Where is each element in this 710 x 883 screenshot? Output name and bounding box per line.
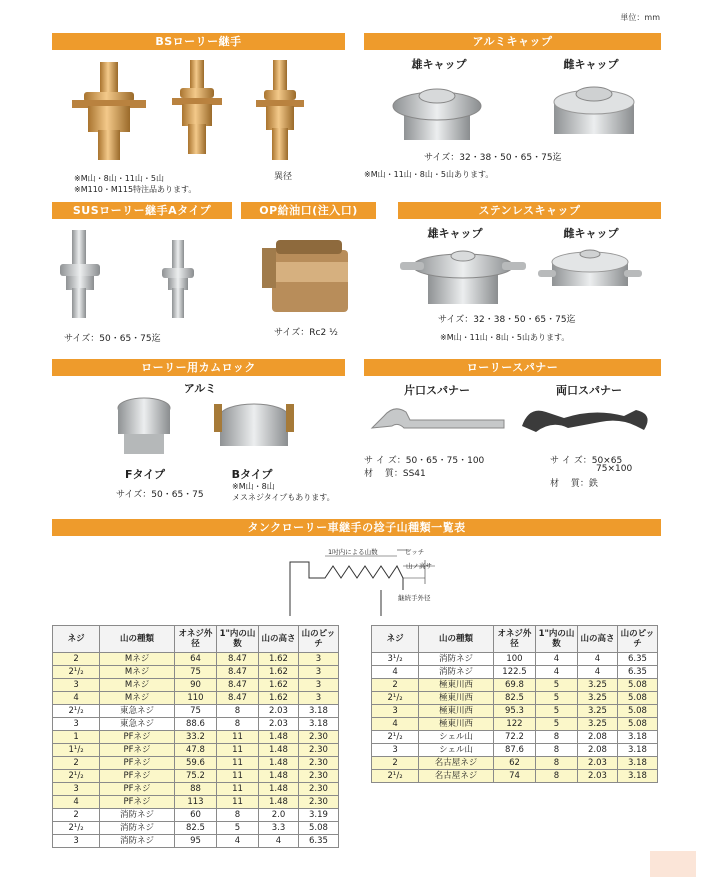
table-cell-count: 8.47 <box>216 692 258 705</box>
table-cell-pitch: 3 <box>298 692 338 705</box>
alumi-cap-note: ※M山・11山・8山・5山あります。 <box>364 170 494 179</box>
double-spanner-image <box>522 410 648 432</box>
table-cell-neji: 4 <box>372 718 419 731</box>
table-cell-od: 95 <box>174 835 216 848</box>
table-cell-count: 5 <box>535 692 577 705</box>
table-cell-neji: 2¹/₂ <box>53 822 100 835</box>
bs-joint-reducer-image <box>256 60 304 160</box>
section-title-op: OP給油口(注入口) <box>241 202 376 219</box>
table-cell-pitch: 5.08 <box>617 692 657 705</box>
table-cell-od: 95.3 <box>493 705 535 718</box>
table-cell-count: 11 <box>216 731 258 744</box>
section-title-alumi-cap: アルミキャップ <box>364 33 661 50</box>
table-row <box>372 666 658 679</box>
section-title-camlock: ローリー用カムロック <box>52 359 345 376</box>
table-cell-count: 8.47 <box>216 666 258 679</box>
bs-joint-images <box>60 56 340 166</box>
table-cell-od: 82.5 <box>174 822 216 835</box>
table-cell-neji: 2 <box>53 809 100 822</box>
table-cell-pitch: 2.30 <box>298 731 338 744</box>
table-cell-neji: 2¹/₂ <box>372 731 419 744</box>
table-cell-type: 極東川西 <box>419 718 494 731</box>
table-cell-type: 名古屋ネジ <box>419 757 494 770</box>
table-cell-type: 極東川西 <box>419 692 494 705</box>
double-spanner-material-label: 材 質： <box>550 479 589 489</box>
table-cell-neji: 2 <box>53 653 100 666</box>
alumi-male-cap-label: 雄キャップ <box>411 58 467 71</box>
table-cell-pitch: 2.30 <box>298 757 338 770</box>
table-cell-count: 8 <box>216 718 258 731</box>
table-row <box>372 705 658 718</box>
table-cell-type: 東急ネジ <box>100 705 175 718</box>
table-cell-type: 極東川西 <box>419 679 494 692</box>
table-cell-neji: 2 <box>53 757 100 770</box>
table-row <box>372 679 658 692</box>
table-row <box>53 822 339 835</box>
table-cell-count: 11 <box>216 783 258 796</box>
table-cell-type: 極東川西 <box>419 705 494 718</box>
table-cell-pitch: 3 <box>298 679 338 692</box>
table-cell-count: 8 <box>535 757 577 770</box>
thread-table-right <box>371 625 658 783</box>
alumi-female-cap-label: 雌キャップ <box>563 58 619 71</box>
table-cell-count: 8 <box>535 731 577 744</box>
table-cell-type: PFネジ <box>100 731 175 744</box>
table-cell-height: 1.62 <box>259 679 299 692</box>
table-cell-neji: 2¹/₂ <box>372 692 419 705</box>
table-cell-od: 82.5 <box>493 692 535 705</box>
stainless-male-cap-label: 雄キャップ <box>427 227 483 240</box>
table-cell-count: 4 <box>535 666 577 679</box>
table-cell-count: 11 <box>216 796 258 809</box>
section-title-spanner: ローリースパナー <box>364 359 661 376</box>
bs-ikei-label: 異径 <box>274 172 293 182</box>
table-row <box>53 796 339 809</box>
table-cell-height: 1.62 <box>259 666 299 679</box>
table-cell-height: 2.08 <box>578 744 618 757</box>
table-row <box>53 679 339 692</box>
double-spanner-material: 鉄 <box>588 479 598 489</box>
table-cell-type: シェル山 <box>419 731 494 744</box>
stainless-cap-size: サイズ：32・38・50・65・75迄 <box>438 315 576 325</box>
table-row <box>372 744 658 757</box>
table-cell-count: 8 <box>535 770 577 783</box>
table-cell-od: 122.5 <box>493 666 535 679</box>
table-row <box>53 744 339 757</box>
table-cell-type: 消防ネジ <box>100 809 175 822</box>
table-cell-height: 2.03 <box>578 757 618 770</box>
table-cell-type: Mネジ <box>100 692 175 705</box>
table-cell-count: 11 <box>216 744 258 757</box>
table-cell-pitch: 5.08 <box>298 822 338 835</box>
bs-note-2: ※M110・M115特注品あります。 <box>74 185 197 194</box>
camlock-size: サイズ：50・65・75 <box>116 490 204 500</box>
col-header-height: 山の高さ <box>259 626 299 653</box>
table-cell-type: Mネジ <box>100 653 175 666</box>
camlock-b-type-label: Bタイプ <box>231 468 273 481</box>
table-cell-pitch: 3.19 <box>298 809 338 822</box>
table-cell-count: 11 <box>216 770 258 783</box>
table-cell-height: 3.25 <box>578 705 618 718</box>
table-cell-od: 75 <box>174 705 216 718</box>
table-cell-count: 8.47 <box>216 679 258 692</box>
table-cell-pitch: 2.30 <box>298 744 338 757</box>
table-cell-count: 8 <box>535 744 577 757</box>
diagram-label-pitch: ピッチ <box>405 548 425 556</box>
table-cell-pitch: 6.35 <box>298 835 338 848</box>
table-cell-pitch: 3.18 <box>617 770 657 783</box>
sus-joint-large-image <box>60 230 100 318</box>
table-cell-neji: 2 <box>372 679 419 692</box>
diagram-label-outer: 継続手外径 <box>398 594 431 602</box>
table-row <box>53 666 339 679</box>
table-cell-neji: 4 <box>53 796 100 809</box>
table-cell-od: 47.8 <box>174 744 216 757</box>
double-spanner-size-2: 75×100 <box>596 464 633 474</box>
single-spanner-label: 片口スパナー <box>404 384 470 397</box>
table-cell-count: 8 <box>216 809 258 822</box>
alumi-cap-size: サイズ：32・38・50・65・75迄 <box>424 153 562 163</box>
table-cell-count: 4 <box>535 653 577 666</box>
table-row <box>372 718 658 731</box>
table-cell-od: 72.2 <box>493 731 535 744</box>
single-spanner-size: 50・65・75・100 <box>405 456 485 466</box>
table-cell-height: 2.03 <box>259 705 299 718</box>
stainless-female-cap-image <box>538 250 642 286</box>
table-cell-neji: 3 <box>53 835 100 848</box>
sus-size: サイズ：50・65・75迄 <box>64 334 161 344</box>
table-cell-od: 75 <box>174 666 216 679</box>
table-row <box>53 783 339 796</box>
table-cell-neji: 2¹/₂ <box>372 770 419 783</box>
col-header-od: オネジ外径 <box>493 626 535 653</box>
table-cell-count: 5 <box>535 679 577 692</box>
table-cell-pitch: 3.18 <box>298 718 338 731</box>
single-spanner-material: SS41 <box>402 469 426 479</box>
corner-decoration <box>650 851 696 877</box>
col-header-pitch: 山のピッチ <box>617 626 657 653</box>
table-cell-pitch: 6.35 <box>617 666 657 679</box>
table-cell-od: 88 <box>174 783 216 796</box>
table-row <box>53 705 339 718</box>
table-cell-count: 5 <box>535 705 577 718</box>
section-title-sus: SUSローリー継手Aタイプ <box>52 202 232 219</box>
table-cell-height: 2.08 <box>578 731 618 744</box>
camlock-f-type-label: Fタイプ <box>125 468 165 481</box>
table-cell-type: Mネジ <box>100 666 175 679</box>
table-cell-count: 11 <box>216 757 258 770</box>
table-cell-od: 75.2 <box>174 770 216 783</box>
unit-label: 単位：mm <box>620 13 660 22</box>
diagram-label-count: 1吋内による山数 <box>328 548 378 556</box>
alumi-cap-images <box>392 76 662 146</box>
op-size: サイズ：Rc2 ½ <box>274 328 338 338</box>
double-spanner-size-1: 50×65 <box>591 456 623 466</box>
table-cell-type: 名古屋ネジ <box>419 770 494 783</box>
table-cell-type: PFネジ <box>100 770 175 783</box>
stainless-cap-images <box>400 244 660 308</box>
bs-joint-medium-image <box>172 60 222 154</box>
table-cell-height: 3.25 <box>578 718 618 731</box>
table-cell-neji: 2¹/₂ <box>53 705 100 718</box>
table-cell-pitch: 2.30 <box>298 770 338 783</box>
table-cell-pitch: 5.08 <box>617 705 657 718</box>
table-cell-type: PFネジ <box>100 783 175 796</box>
table-row <box>372 731 658 744</box>
table-cell-od: 100 <box>493 653 535 666</box>
table-cell-type: 消防ネジ <box>100 835 175 848</box>
section-title-stainless-cap: ステンレスキャップ <box>398 202 661 219</box>
table-cell-height: 1.48 <box>259 796 299 809</box>
table-cell-neji: 3 <box>372 705 419 718</box>
col-header-height: 山の高さ <box>578 626 618 653</box>
table-cell-count: 4 <box>216 835 258 848</box>
diagram-label-height: 山ノ高サ <box>406 562 432 570</box>
table-cell-type: PFネジ <box>100 757 175 770</box>
table-cell-type: Mネジ <box>100 679 175 692</box>
table-cell-type: シェル山 <box>419 744 494 757</box>
table-cell-od: 62 <box>493 757 535 770</box>
table-row <box>53 809 339 822</box>
stainless-male-cap-image <box>400 251 526 304</box>
table-cell-height: 2.0 <box>259 809 299 822</box>
camlock-note-2: メスネジタイプもあります。 <box>232 493 335 502</box>
table-cell-height: 3.25 <box>578 679 618 692</box>
table-row <box>53 718 339 731</box>
table-cell-pitch: 2.30 <box>298 796 338 809</box>
table-row <box>53 653 339 666</box>
table-cell-height: 2.03 <box>578 770 618 783</box>
stainless-female-cap-label: 雌キャップ <box>563 227 619 240</box>
table-cell-type: 消防ネジ <box>419 666 494 679</box>
table-cell-pitch: 3.18 <box>617 731 657 744</box>
table-cell-pitch: 5.08 <box>617 679 657 692</box>
stainless-cap-note: ※M山・11山・8山・5山あります。 <box>440 333 570 342</box>
sus-joint-small-image <box>162 240 194 318</box>
table-cell-od: 122 <box>493 718 535 731</box>
table-cell-od: 33.2 <box>174 731 216 744</box>
col-header-type: 山の種類 <box>100 626 175 653</box>
table-cell-type: PFネジ <box>100 796 175 809</box>
table-cell-height: 3.25 <box>578 692 618 705</box>
table-row <box>372 757 658 770</box>
alumi-female-cap-image <box>554 87 634 134</box>
col-header-neji: ネジ <box>372 626 419 653</box>
table-cell-od: 74 <box>493 770 535 783</box>
col-header-od: オネジ外径 <box>174 626 216 653</box>
table-cell-neji: 4 <box>53 692 100 705</box>
table-cell-type: PFネジ <box>100 744 175 757</box>
table-cell-pitch: 2.30 <box>298 783 338 796</box>
table-cell-od: 60 <box>174 809 216 822</box>
camlock-subtitle: アルミ <box>183 382 217 395</box>
table-cell-neji: 4 <box>372 666 419 679</box>
table-cell-height: 1.62 <box>259 653 299 666</box>
table-cell-neji: 2 <box>372 757 419 770</box>
thread-table-left <box>52 625 339 848</box>
table-row <box>53 835 339 848</box>
single-spanner-size-label: サ イ ズ： <box>364 456 406 466</box>
col-header-count: 1"内の山数 <box>216 626 258 653</box>
double-spanner-size-label: サ イ ズ： <box>550 456 592 466</box>
camlock-note-1: ※M山・8山 <box>232 482 275 491</box>
camlock-images <box>110 394 310 464</box>
table-cell-height: 2.03 <box>259 718 299 731</box>
section-title-bs: BSローリー継手 <box>52 33 345 50</box>
sus-joint-images <box>50 226 230 321</box>
table-cell-neji: 2¹/₂ <box>53 666 100 679</box>
table-cell-pitch: 3 <box>298 666 338 679</box>
bs-joint-large-image <box>72 62 146 160</box>
table-cell-height: 1.62 <box>259 692 299 705</box>
table-row <box>372 653 658 666</box>
table-cell-neji: 1¹/₂ <box>53 744 100 757</box>
table-cell-count: 5 <box>535 718 577 731</box>
table-cell-height: 4 <box>578 666 618 679</box>
table-cell-od: 113 <box>174 796 216 809</box>
table-cell-neji: 3 <box>53 783 100 796</box>
table-cell-od: 90 <box>174 679 216 692</box>
col-header-count: 1"内の山数 <box>535 626 577 653</box>
table-cell-pitch: 6.35 <box>617 653 657 666</box>
col-header-pitch: 山のピッチ <box>298 626 338 653</box>
table-cell-type: 消防ネジ <box>100 822 175 835</box>
double-spanner-label: 両口スパナー <box>556 384 622 397</box>
table-cell-od: 59.6 <box>174 757 216 770</box>
table-row <box>372 692 658 705</box>
table-row <box>372 770 658 783</box>
bs-note-1: ※M山・8山・11山・5山 <box>74 174 164 183</box>
table-row <box>53 692 339 705</box>
table-cell-height: 1.48 <box>259 770 299 783</box>
table-row <box>53 770 339 783</box>
table-cell-od: 87.6 <box>493 744 535 757</box>
table-cell-od: 64 <box>174 653 216 666</box>
table-cell-pitch: 3.18 <box>298 705 338 718</box>
table-cell-neji: 3 <box>53 718 100 731</box>
table-cell-neji: 3 <box>372 744 419 757</box>
table-cell-neji: 2¹/₂ <box>53 770 100 783</box>
camlock-b-type-image <box>214 404 294 446</box>
alumi-male-cap-image <box>393 89 481 140</box>
col-header-neji: ネジ <box>53 626 100 653</box>
table-cell-count: 8.47 <box>216 653 258 666</box>
table-cell-height: 1.48 <box>259 757 299 770</box>
table-cell-od: 110 <box>174 692 216 705</box>
table-cell-pitch: 3.18 <box>617 744 657 757</box>
table-row <box>53 757 339 770</box>
table-cell-height: 1.48 <box>259 783 299 796</box>
table-row <box>53 731 339 744</box>
table-cell-height: 1.48 <box>259 731 299 744</box>
table-cell-type: 東急ネジ <box>100 718 175 731</box>
section-title-threads: タンクローリー車継手の捻子山種類一覧表 <box>52 519 661 536</box>
col-header-type: 山の種類 <box>419 626 494 653</box>
single-spanner-image <box>372 409 504 428</box>
table-cell-height: 3.3 <box>259 822 299 835</box>
table-cell-count: 8 <box>216 705 258 718</box>
op-inlet-image <box>262 232 362 316</box>
table-cell-od: 88.6 <box>174 718 216 731</box>
table-cell-pitch: 3.18 <box>617 757 657 770</box>
table-cell-height: 1.48 <box>259 744 299 757</box>
table-cell-od: 69.8 <box>493 679 535 692</box>
table-cell-count: 5 <box>216 822 258 835</box>
table-cell-neji: 3¹/₂ <box>372 653 419 666</box>
table-cell-height: 4 <box>578 653 618 666</box>
table-cell-neji: 3 <box>53 679 100 692</box>
camlock-f-type-image <box>118 398 170 454</box>
table-cell-type: 消防ネジ <box>419 653 494 666</box>
table-cell-pitch: 5.08 <box>617 718 657 731</box>
table-cell-height: 4 <box>259 835 299 848</box>
table-cell-pitch: 3 <box>298 653 338 666</box>
spanner-images <box>364 398 664 443</box>
table-cell-neji: 1 <box>53 731 100 744</box>
single-spanner-material-label: 材 質： <box>364 469 403 479</box>
